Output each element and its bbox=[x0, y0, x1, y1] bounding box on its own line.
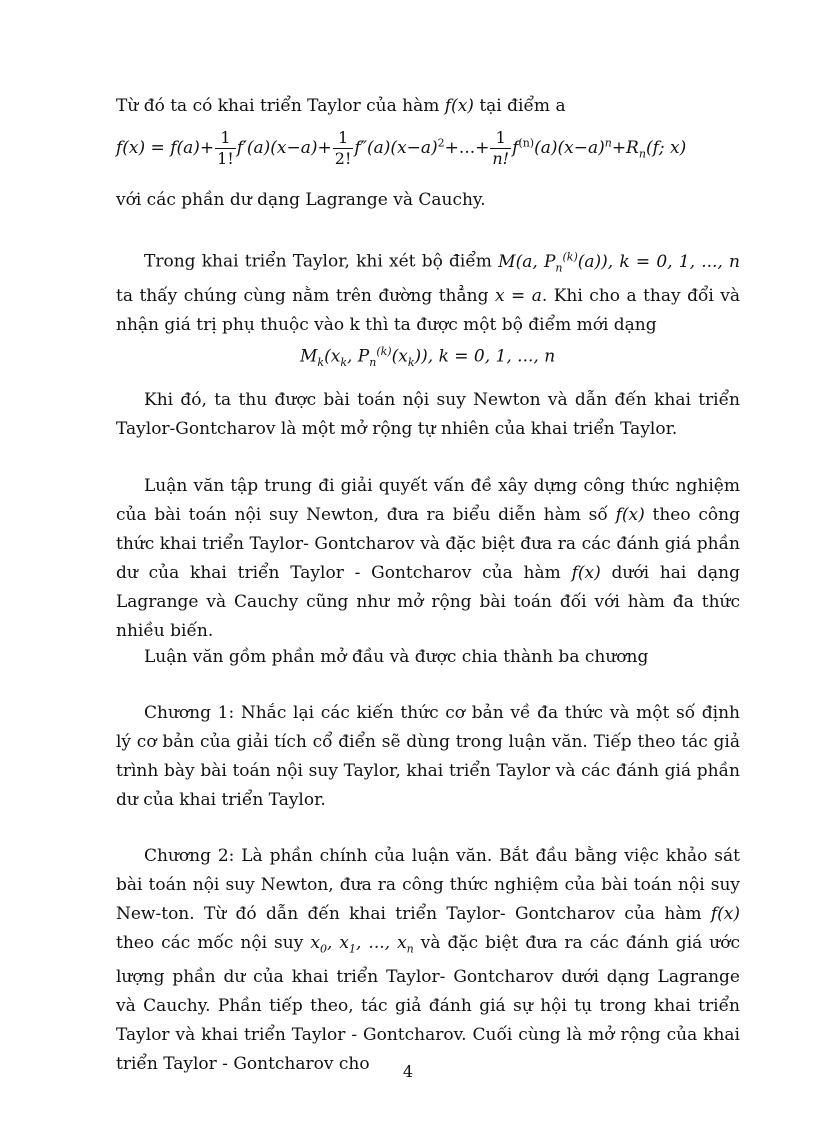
intro-tail: tại điểm a bbox=[479, 96, 566, 116]
formula-remainder: +R bbox=[611, 138, 639, 158]
paragraph-structure: Luận văn gồm phần mở đầu và được chia thành ba chương bbox=[144, 647, 649, 667]
paragraph-point-set: Trong khai triển Taylor, khi xét bộ điểm M(a, $P_n^{(k)}(a)$), k = 0, 1, ..., n ta thấy chúng cùng nằm trên đường thẳng x = a. Khi cho a thay đổi và nhận giá trị phụ thuộc vào k thì ta được một bộ điểm mới dạng bbox=[116, 250, 741, 336]
formula-term-n: (a)(x−a) bbox=[534, 138, 605, 158]
new-point-set-formula: $M_k(x_k$, $P_n^{(k)}(x_k)$), k = 0, 1, ..., n bbox=[300, 345, 556, 370]
intro-line bbox=[116, 92, 740, 121]
formula-ellipsis: +...+ bbox=[444, 138, 490, 158]
page-number: 4 bbox=[402, 1062, 414, 1081]
taylor-formula: f(x) = f(a)+ $\frac{1}{1!}$ f′(a)(x−a)+ $\frac{1}{2!}$ $f''(a)(x-a)^2+...+$ $\frac{1}{n!}$ $f^{(n)}(a)(x-a)^n+R_n(f$; x) bbox=[116, 128, 687, 168]
intro-text: Từ đó ta có khai triển Taylor của hàm bbox=[116, 96, 440, 116]
fraction-1: $\frac{1}{1!}$ bbox=[217, 128, 234, 168]
intro-function: f(x) bbox=[444, 96, 474, 116]
paragraph-chapter-1: Chương 1: Nhắc lại các kiến thức cơ bản về đa thức và một số định lý cơ bản của giải tích cổ điển sẽ dùng trong luận văn. Tiếp theo tác giả trình bày bài toán nội suy Taylor, khai triển Taylor và các đánh giá phần dư của khai triển Taylor. bbox=[116, 703, 740, 810]
math-point-set: M(a, $P_n^{(k)}(a)$), k = 0, 1, ..., n bbox=[498, 250, 740, 275]
formula-lhs: f(x) = f(a)+ bbox=[116, 138, 215, 158]
paragraph-thesis-focus: Luận văn tập trung đi giải quyết vấn đề xây dựng công thức nghiệm của bài toán nội suy Newton, đưa ra biểu diễn hàm số f(x) theo công thức khai triển Taylor- Gontcharov và đặc biệt đưa ra các đánh giá phần dư của khai triển Taylor - Gontcharov của hàm f(x) dưới hai dạng Lagrange và Cauchy cũng như mở rộng bài toán đối với hàm đa thức nhiều biến. bbox=[116, 476, 741, 641]
math-line-x-a: x = a bbox=[494, 286, 542, 307]
formula-term-1: f′(a)(x−a)+ bbox=[236, 138, 332, 158]
formula-term-2: f″(a)(x−a) bbox=[354, 138, 438, 158]
fraction-2: $\frac{1}{2!}$ bbox=[334, 128, 352, 168]
after-formula: với các phần dư dạng Lagrange và Cauchy. bbox=[116, 190, 486, 210]
paragraph-chapter-2: Chương 2: Là phần chính của luận văn. Bắt đầu bằng việc khảo sát bài toán nội suy Newton, đưa ra công thức nghiệm của bài toán nội suy New-ton. Từ đó dẫn đến khai triển Taylor- Gontcharov của hàm f(x) theo các mốc nội suy $x_0$, $x_1$, ..., $x_n$ và đặc biệt đưa ra các đánh giá ước lượng phần dư của khai triển Taylor- Gontcharov dưới dạng Lagrange và Cauchy. Phần tiếp theo, tác giả đánh giá sự hội tụ trong khai triển Taylor và khai triển Taylor - Gontcharov. Cuối cùng là mở rộng của khai triển Taylor - Gontcharov cho bbox=[116, 846, 740, 1075]
fraction-3: $\frac{1}{n!}$ bbox=[492, 128, 510, 168]
paragraph-newton: Khi đó, ta thu được bài toán nội suy Newton và dẫn đến khai triển Taylor-Gontcharov là một mở rộng tự nhiên của khai triển Taylor. bbox=[116, 390, 740, 439]
